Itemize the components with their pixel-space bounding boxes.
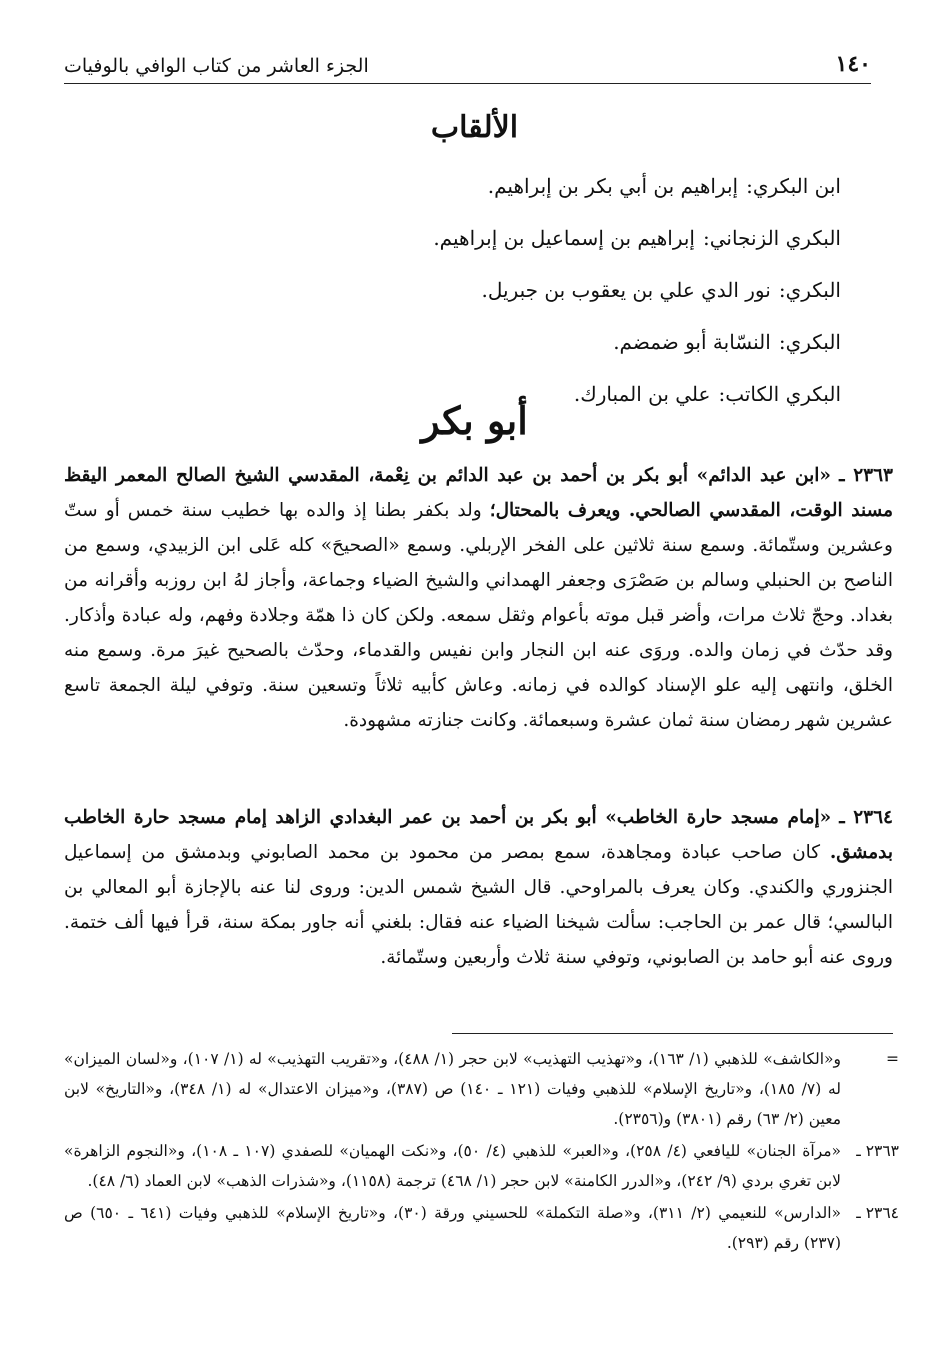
list-item <box>281 316 841 368</box>
title-name: البكري: <box>778 330 841 354</box>
title-name: البكري: <box>778 278 841 302</box>
list-item <box>281 160 841 212</box>
footnotes <box>64 1044 899 1260</box>
title-person: إبراهيم بن أبي بكر بن إبراهيم. <box>487 174 739 198</box>
footnote <box>64 1136 899 1196</box>
footnote <box>64 1044 899 1134</box>
title-name: البكري الكاتب: <box>718 382 841 406</box>
footnote-divider <box>452 1033 893 1034</box>
footnote-text: و«الكاشف» للذهبي (١/ ١٦٣)، و«تهذيب التهذيب» لابن حجر (١/ ٤٨٨)، و«تقريب التهذيب» له (١/ ١٠٧)، و«لسان الميزان» له (٧/ ١٨٥)، و«تاريخ الإسلام» للذهبي وفيات (١٢١ ـ ١٤٠) ص (٣٨٧)، و«ميزان الاعتدال» له (١/ ٣٤٨)، و«التاريخ» لابن معين (٢/ ٦٣) رقم (٣٨٠١) و(٢٣٥٦). <box>64 1050 842 1128</box>
footnote-text: «الدارس» للنعيمي (٢/ ٣١١)، و«صلة التكملة» للحسيني ورقة (٣٠)، و«تاريخ الإسلام» للذهبي وفيات (٦٤١ ـ ٦٥٠) ص (٢٣٧) رقم (٢٩٣). <box>64 1204 841 1252</box>
entry-number: ٢٣٦٤ ـ <box>839 807 893 828</box>
page-header <box>64 42 871 84</box>
footnote-label: ٢٣٦٤ ـ <box>856 1204 899 1222</box>
entry-number: ٢٣٦٣ ـ <box>839 465 893 486</box>
title-name: ابن البكري: <box>746 174 841 198</box>
footnote-text: «مرآة الجنان» لليافعي (٤/ ٢٥٨)، و«العبر» للذهبي (٤/ ٥٠)، و«نكت الهميان» للصفدي (١٠٧ ـ ١٠٨)، و«النجوم الزاهرة» لابن تغري بردي (٩/ ٢٤٢)، و«الدرر الكامنة» لابن حجر (١/ ٤٦٨) ترجمة (١١٥٨)، و«شذرات الذهب» لابن العماد (٦/ ٤٨). <box>64 1142 842 1190</box>
running-title: الجزء العاشر من كتاب الوافي بالوفيات <box>64 55 369 77</box>
title-person: نور الدي علي بن يعقوب بن جبريل. <box>481 278 771 302</box>
entry-2364 <box>64 800 893 975</box>
footnote-label: = <box>886 1050 899 1068</box>
titles-list <box>281 160 841 420</box>
section-heading-titles: الألقاب <box>430 110 519 145</box>
footnote <box>64 1198 899 1258</box>
entry-text: ولد بكفر بطنا إذ والده بها خطيب سنة خمس أو ستّ وعشرين وستّمائة. وسمع سنة ثلاثين على الفخر الإربلي. وسمع «الصحيحَ» كله عَلى ابن الزبيدي، وسمع من الناصح بن الحنبلي وسالم بن صَصْرَى وجعفر الهمداني والشيخ الضياء وجماعة، وأجاز لهُ ابن روزبه وأقرانه من بغداد. وحجّ ثلاث مرات، وأضر قبل موته بأعوام وثقل سمعه. ولكن كان ذا همّة وجلادة وفهم، وله عبادة وأذكار. وقد حدّث في زمان والده. وروَى عنه ابن النجار وابن نفيس والقدماء، وحدّث بالصحيح غيرَ مرة. وسمع منه الخلق، وانتهى إليه علو الإسناد كوالده في زمانه. وعاش كأبيه ثلاثاً وتسعين سنة. وتوفي ليلة الجمعة تاسع عشرين شهر رمضان سنة ثمان عشرة وسبعمائة. وكانت جنازته مشهودة. <box>64 500 893 731</box>
title-name: البكري الزنجاني: <box>702 226 841 250</box>
footnote-label: ٢٣٦٣ ـ <box>856 1142 899 1160</box>
entry-2363 <box>64 458 893 738</box>
list-item <box>281 212 841 264</box>
entry-heading: «ابن عبد الدائم» أبو بكر بن أحمد بن عبد الدائم بن نِعْمة، المقدسي الشيخ الصالح المعمر اليقظ مسند الوقت، المقدسي الصالحي. ويعرف بالمحتال؛ <box>64 465 893 521</box>
list-item <box>281 264 841 316</box>
entry-text: كان صاحب عبادة ومجاهدة، سمع بمصر من محمود بن محمد الصابوني وبدمشق من إسماعيل الجنزوري والكندي. وكان يعرف بالمراوحي. قال الشيخ شمس الدين: وروى لنا عنه بالإجازة أبو المعالي بن البالسي؛ قال عمر بن الحاجب: سألت شيخنا الضياء عنه فقال: بلغني أنه جاور بمكة سنة، قرأ فيها ألف ختمة. وروى عنه أبو حامد بن الصابوني، وتوفي سنة ثلاث وأربعين وستّمائة. <box>64 842 893 968</box>
title-person: علي بن المبارك. <box>573 382 711 406</box>
section-heading-abu-bakr: أبو بكر <box>421 398 528 443</box>
title-person: النسّابة أبو ضمضم. <box>613 330 771 354</box>
page-number: ١٤٠ <box>835 51 871 77</box>
entry-heading: «إمام مسجد حارة الخاطب» أبو بكر بن أحمد بن عمر البغدادي الزاهد إمام مسجد حارة الخاطب بدمشق. <box>64 807 893 863</box>
title-person: إبراهيم بن إسماعيل بن إبراهيم. <box>433 226 695 250</box>
